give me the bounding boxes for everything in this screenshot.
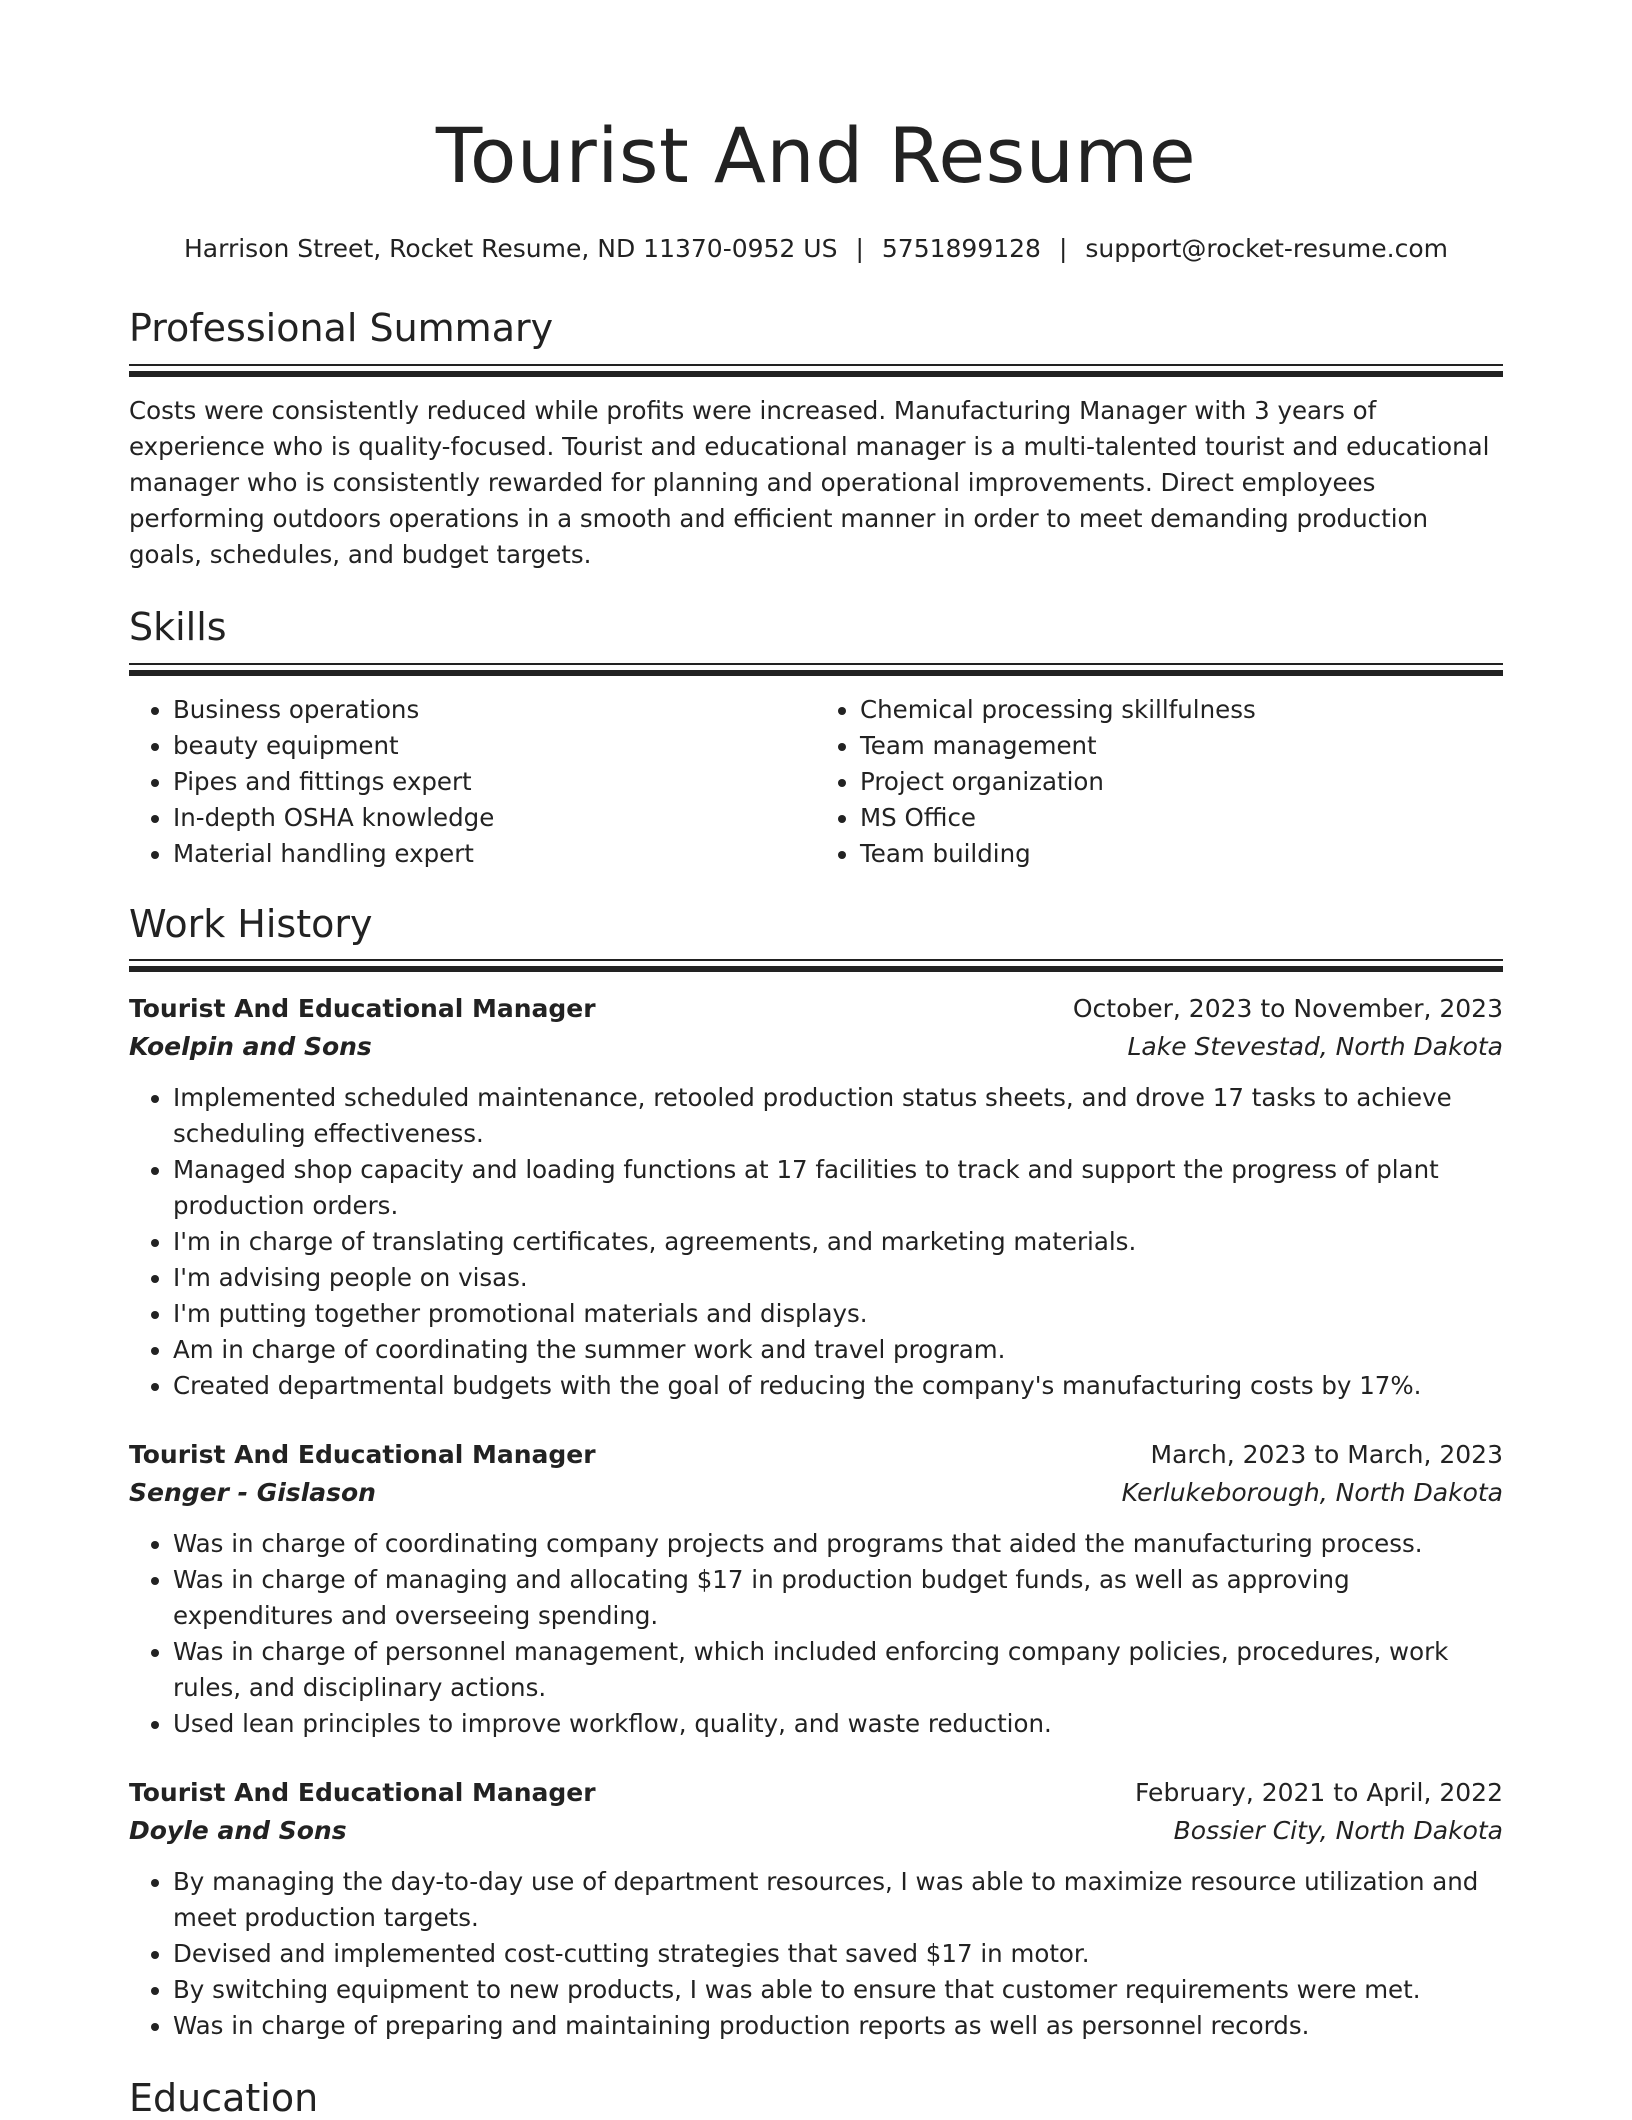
job-bullet: • Was in charge of coordinating company projects and programs that aided the manufacturing process.	[173, 1526, 1503, 1562]
section-divider	[129, 959, 1503, 972]
job-entry	[129, 990, 1503, 1404]
job-company: Koelpin and Sons	[129, 1032, 372, 1062]
job-bullet: • Implemented scheduled maintenance, retooled production status sheets, and drove 17 tasks to achieve scheduling effectiveness.	[173, 1080, 1503, 1152]
job-bullet: • By switching equipment to new products, I was able to ensure that customer requirements were met.	[173, 1972, 1503, 2008]
skills-column-right	[816, 692, 1503, 872]
job-bullet: • By managing the day-to-day use of department resources, I was able to maximize resource utilization and meet production targets.	[173, 1864, 1503, 1936]
skill-item: • Chemical processing skillfulness	[860, 692, 1503, 728]
skill-item: • MS Office	[860, 800, 1503, 836]
job-bullets	[129, 1080, 1503, 1404]
job-location: Lake Stevestad, North Dakota	[1127, 1032, 1503, 1062]
job-title: Tourist And Educational Manager	[129, 1440, 596, 1470]
job-bullet: • I'm in charge of translating certificates, agreements, and marketing materials.	[173, 1224, 1503, 1260]
job-location: Bossier City, North Dakota	[1173, 1816, 1503, 1846]
contact-separator: |	[855, 234, 864, 263]
section-divider	[129, 663, 1503, 676]
job-bullet: • Was in charge of personnel management, which included enforcing company policies, procedures, work rules, and disciplinary actions.	[173, 1634, 1503, 1706]
job-dates: October, 2023 to November, 2023	[1072, 994, 1503, 1024]
job-bullet: • Managed shop capacity and loading functions at 17 facilities to track and support the progress of plant production orders.	[173, 1152, 1503, 1224]
job-bullets	[129, 1526, 1503, 1742]
contact-address: Harrison Street, Rocket Resume, ND 11370-0952 US	[183, 234, 838, 263]
skill-item: • Project organization	[860, 764, 1503, 800]
summary-text: Costs were consistently reduced while profits were increased. Manufacturing Manager with 3 years of experience who is quality-focused. Tourist and educational manager is a multi-talented tourist and educational manager who is consistently rewarded for planning and operational improvements. Direct employees performing outdoors operations in a smooth and efficient manner in order to meet demanding production goals, schedules, and budget targets.	[129, 395, 1490, 569]
job-bullet: • Was in charge of managing and allocating $17 in production budget funds, as well as approving expenditures and overseeing spending.	[173, 1562, 1503, 1634]
skill-item: • In-depth OSHA knowledge	[173, 800, 816, 836]
skill-item: • beauty equipment	[173, 728, 816, 764]
contact-phone: 5751899128	[881, 234, 1041, 263]
skill-item: • Business operations	[173, 692, 816, 728]
job-bullet: • Was in charge of preparing and maintaining production reports as well as personnel records.	[173, 2008, 1503, 2044]
skills-column-left	[129, 692, 816, 872]
job-company: Senger - Gislason	[129, 1478, 376, 1508]
skill-item: • Pipes and fittings expert	[173, 764, 816, 800]
job-bullet: • I'm putting together promotional materials and displays.	[173, 1296, 1503, 1332]
skill-item: • Team building	[860, 836, 1503, 872]
job-bullets	[129, 1864, 1503, 2044]
section-heading-skills: Skills	[129, 604, 227, 649]
job-location: Kerlukeborough, North Dakota	[1121, 1478, 1503, 1508]
skill-item: • Material handling expert	[173, 836, 816, 872]
job-bullet: • Used lean principles to improve workflow, quality, and waste reduction.	[173, 1706, 1503, 1742]
job-bullet: • I'm advising people on visas.	[173, 1260, 1503, 1296]
job-entry	[129, 1436, 1503, 1742]
job-company: Doyle and Sons	[129, 1816, 347, 1846]
contact-line	[129, 234, 1503, 264]
job-entry	[129, 1774, 1503, 2044]
section-heading-education: Education	[129, 2076, 319, 2120]
section-heading-summary: Professional Summary	[129, 306, 554, 350]
contact-separator: |	[1058, 234, 1068, 263]
job-bullet: • Am in charge of coordinating the summer work and travel program.	[173, 1332, 1503, 1368]
job-title: Tourist And Educational Manager	[129, 1778, 596, 1808]
section-heading-work-history: Work History	[129, 901, 373, 946]
job-dates: February, 2021 to April, 2022	[1135, 1778, 1503, 1808]
job-bullet: • Devised and implemented cost-cutting strategies that saved $17 in motor.	[173, 1936, 1503, 1972]
section-divider	[129, 364, 1503, 377]
contact-email: support@rocket-resume.com	[1085, 234, 1448, 263]
job-bullet: • Created departmental budgets with the goal of reducing the company's manufacturing costs by 17%.	[173, 1368, 1503, 1404]
skills-list	[129, 692, 1503, 872]
resume-name: Tourist And Resume	[435, 111, 1197, 200]
job-title: Tourist And Educational Manager	[129, 994, 596, 1024]
job-dates: March, 2023 to March, 2023	[1150, 1440, 1503, 1470]
skill-item: • Team management	[860, 728, 1503, 764]
